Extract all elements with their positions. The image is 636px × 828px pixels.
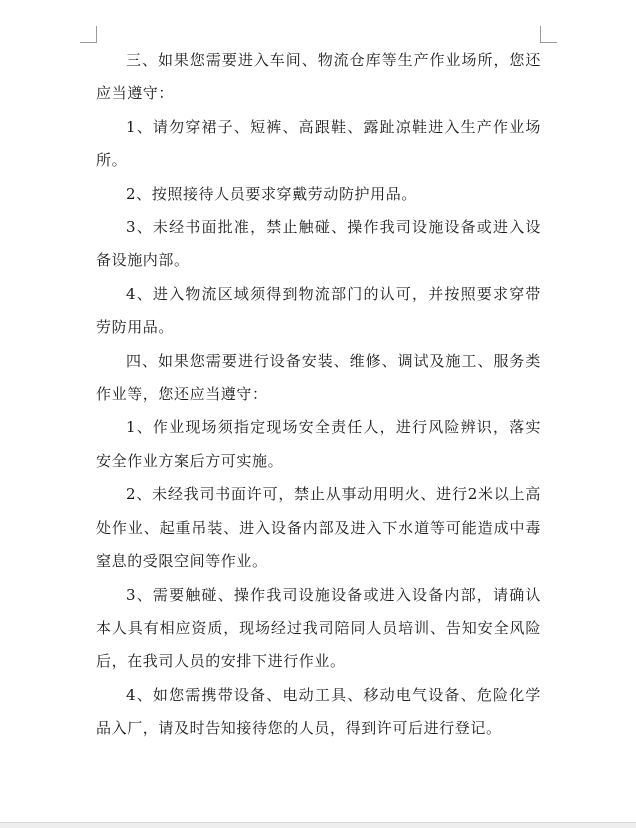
margin-corner-mark-top-left (80, 26, 97, 43)
section-heading-three: 三、如果您需要进入车间、物流仓库等生产作业场所，您还应当遵守： (96, 51, 541, 103)
list-item: 1、请勿穿裙子、短裤、高跟鞋、露趾凉鞋进入生产作业场所。 (96, 117, 541, 170)
list-item: 4、如您需携带设备、电动工具、移动电气设备、危险化学品入厂，请及时告知接待您的人员，得到许可后进行登记。 (96, 685, 541, 738)
list-item: 2、按照接待人员要求穿戴劳动防护用品。 (126, 184, 417, 203)
margin-corner-mark-top-right (540, 26, 557, 43)
list-item: 1、作业现场须指定现场安全责任人，进行风险辨识，落实安全作业方案后方可实施。 (96, 418, 541, 470)
section-heading-four: 四、如果您需要进行设备安装、维修、调试及施工、服务类作业等，您还应当遵守： (96, 351, 541, 404)
list-item: 3、未经书面批准，禁止触碰、操作我司设施设备或进入设备设施内部。 (96, 218, 541, 270)
document-body[interactable] (96, 44, 541, 746)
page-bottom-edge (0, 822, 636, 828)
list-item: 2、未经我司书面许可，禁止从事动用明火、进行2米以上高处作业、起重吊装、进入设备内部及进入下水道等可能造成中毒窒息的受限空间等作业。 (96, 485, 541, 571)
list-item: 3、需要触碰、操作我司设施设备或进入设备内部，请确认本人具有相应资质，现场经过我司陪同人员培训、告知安全风险后，在我司人员的安排下进行作业。 (96, 585, 541, 671)
list-item: 4、进入物流区域须得到物流部门的认可，并按照要求穿带劳防用品。 (96, 284, 541, 337)
